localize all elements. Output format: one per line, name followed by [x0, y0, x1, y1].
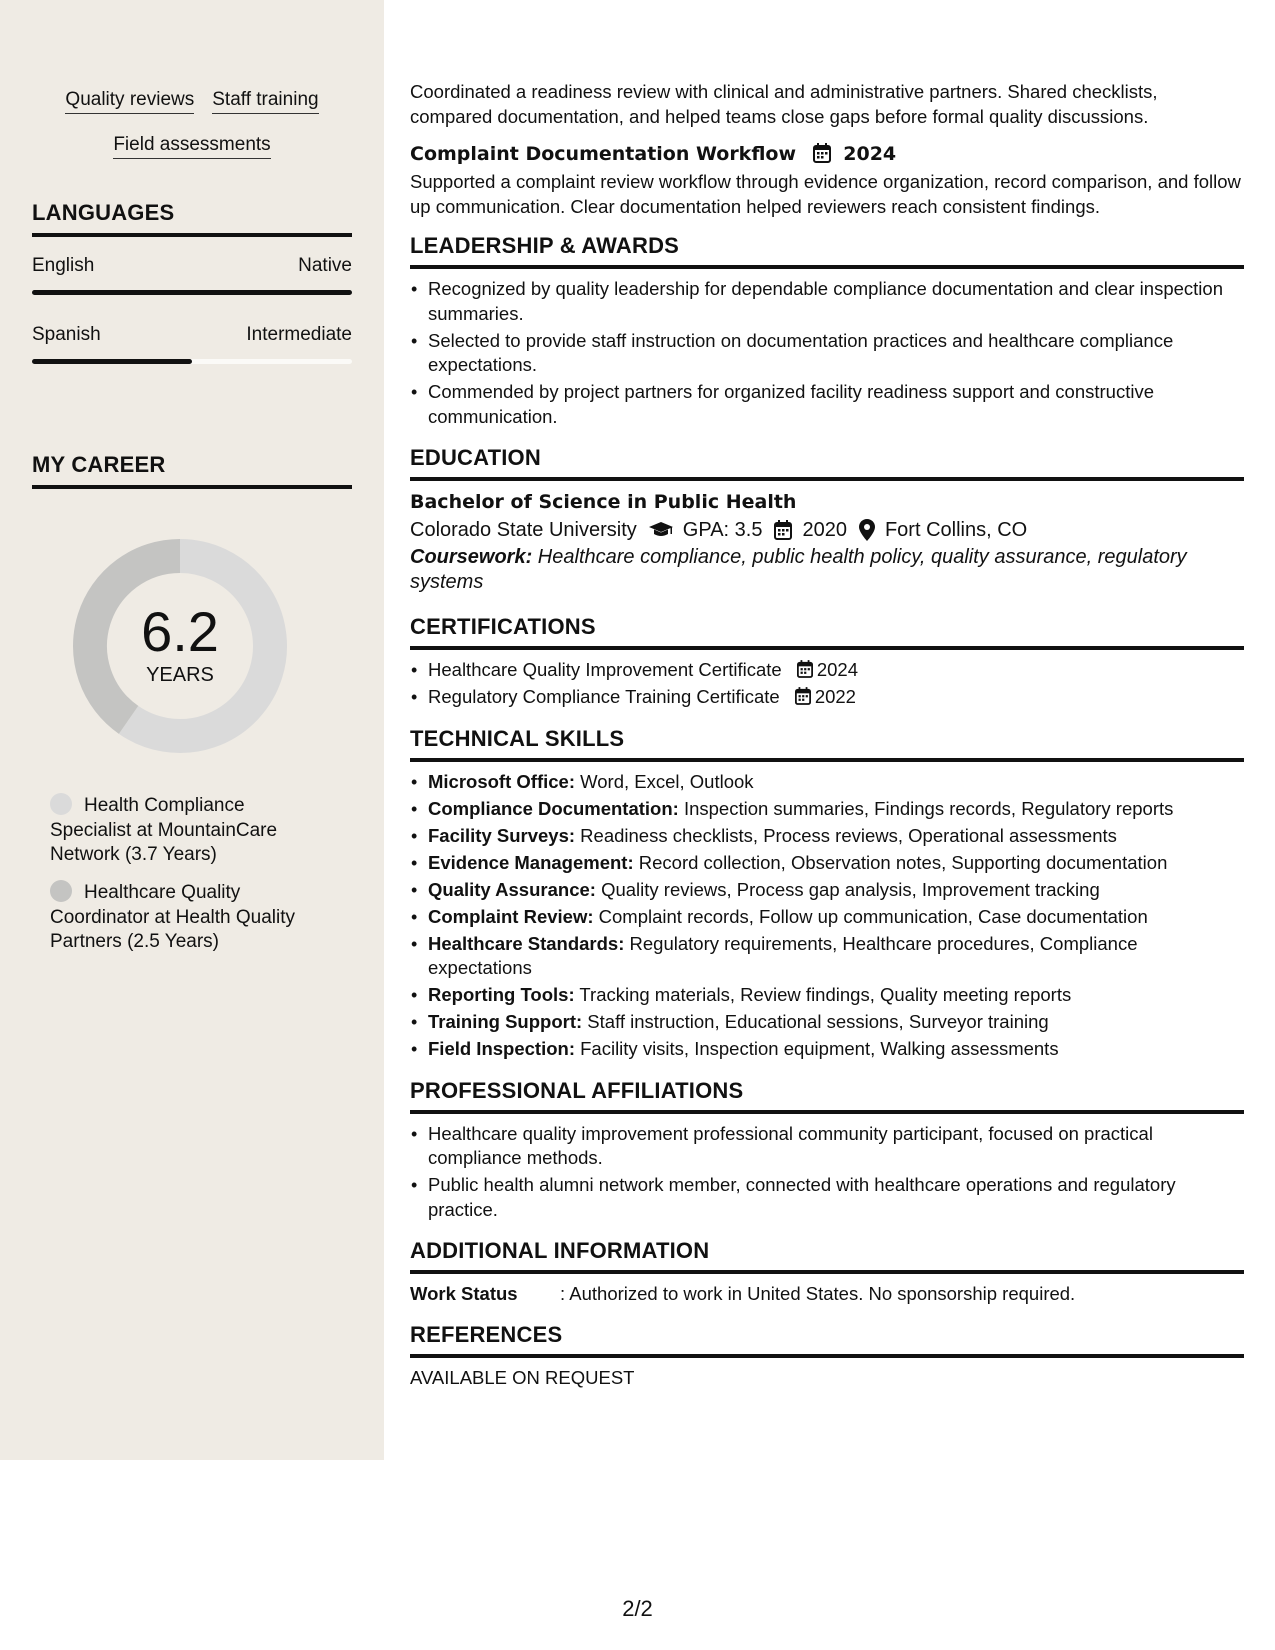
- project-intro-text: Coordinated a readiness review with clinical and administrative partners. Shared checklists, compared documentation, and helped teams close gaps before formal quality discussions.: [410, 81, 1158, 127]
- skill-text: Readiness checklists, Process reviews, Operational assessments: [575, 824, 1117, 846]
- education-details: [410, 515, 1244, 545]
- skill-text: Facility visits, Inspection equipment, Walking assessments: [574, 1038, 1059, 1059]
- list-item: [410, 797, 1244, 822]
- work-status-row: [410, 1282, 1244, 1306]
- project-title: Complaint Documentation Workflow: [410, 143, 797, 165]
- list-item: [410, 932, 1244, 981]
- list-item: • Healthcare quality improvement professional community participant, focused on practical compliance methods.: [410, 1122, 1244, 1171]
- certificate-name: Healthcare Quality Improvement Certificate: [428, 659, 782, 680]
- skill-tags: [32, 88, 352, 178]
- references-text: AVAILABLE ON REQUEST: [410, 1367, 635, 1388]
- project-year: 2024: [843, 143, 897, 165]
- skill-label: Evidence Management:: [428, 851, 634, 873]
- career-donut: [64, 530, 296, 762]
- calendar-icon: [795, 687, 811, 705]
- degree-title: Bachelor of Science in Public Health: [410, 491, 797, 513]
- skill-label: Field Inspection:: [428, 1038, 575, 1059]
- career-item-text: Healthcare Quality Coordinator at Health Quality Partners (2.5 Years): [50, 882, 296, 952]
- list-item: • Recognized by quality leadership for dependable compliance documentation and clear inspection summaries.: [410, 277, 1244, 326]
- tag-field-assessments: Field assessments: [113, 133, 270, 159]
- calendar-icon: [774, 520, 792, 540]
- skill-text: Inspection summaries, Findings records, Regulatory reports: [678, 797, 1174, 819]
- calendar-icon: [797, 660, 813, 678]
- leadership-heading: LEADERSHIP & AWARDS: [410, 233, 1244, 269]
- list-item: [410, 685, 1244, 710]
- legend-dot: [50, 880, 72, 902]
- career-item: [50, 793, 310, 868]
- language-spanish: [32, 323, 352, 364]
- skills-heading: TECHNICAL SKILLS: [410, 726, 1244, 762]
- location-pin-icon: [859, 519, 875, 541]
- list-item: • Selected to provide staff instruction on documentation practices and healthcare compliance expectations.: [410, 329, 1244, 378]
- list-item: • Public health alumni network member, connected with healthcare operations and regulatory practice.: [410, 1173, 1244, 1222]
- language-bar: [32, 359, 352, 364]
- career-unit: YEARS: [146, 664, 214, 686]
- languages-heading: LANGUAGES: [32, 200, 352, 237]
- coursework-label: Coursework:: [410, 546, 533, 568]
- certificate-name: Regulatory Compliance Training Certificate: [428, 686, 780, 707]
- list-item: [410, 658, 1244, 683]
- language-bar-fill: [32, 359, 192, 364]
- legend-dot: [50, 793, 72, 815]
- list-item: • Commended by project partners for organized facility readiness support and constructive communication.: [410, 380, 1244, 429]
- skill-label: Complaint Review:: [428, 905, 594, 927]
- tag-staff-training: Staff training: [212, 88, 318, 114]
- career-item: [50, 880, 310, 955]
- language-bar-fill: [32, 290, 352, 295]
- list-item: [410, 983, 1244, 1008]
- skill-text: Tracking materials, Review findings, Quality meeting reports: [574, 984, 1072, 1005]
- skills-list: [410, 770, 1244, 1062]
- certificate-year: 2022: [814, 686, 856, 707]
- project-description: Supported a complaint review workflow through evidence organization, record comparison, and follow up communication. Clear documentation helped reviewers reach consistent findings.: [410, 171, 1241, 217]
- graduation-year: 2020: [802, 519, 847, 541]
- language-level: Native: [298, 255, 352, 276]
- language-level: Intermediate: [246, 324, 352, 345]
- project-title-line: [410, 141, 1244, 167]
- school-location: Fort Collins, CO: [884, 519, 1028, 541]
- references-heading: REFERENCES: [410, 1322, 1244, 1358]
- skill-label: Healthcare Standards:: [428, 932, 625, 954]
- certifications-list: [410, 658, 1244, 710]
- language-name: English: [32, 255, 95, 276]
- language-name: Spanish: [32, 324, 101, 345]
- language-bar: [32, 290, 352, 295]
- career-item-text: Health Compliance Specialist at MountainCare Network (3.7 Years): [50, 795, 278, 865]
- certifications-heading: CERTIFICATIONS: [410, 614, 1244, 650]
- skill-text: Staff instruction, Educational sessions, Surveyor training: [582, 1011, 1049, 1032]
- skill-text: Quality reviews, Process gap analysis, Improvement tracking: [595, 878, 1100, 900]
- skill-label: Training Support:: [428, 1011, 583, 1032]
- calendar-icon: [813, 143, 831, 163]
- affiliations-heading: PROFESSIONAL AFFILIATIONS: [410, 1078, 1244, 1114]
- affiliations-list: [410, 1122, 1244, 1223]
- tag-quality-reviews: Quality reviews: [65, 88, 194, 114]
- list-item: [410, 1037, 1244, 1062]
- language-english: [32, 254, 352, 295]
- skill-label: Facility Surveys:: [428, 824, 576, 846]
- skill-label: Reporting Tools:: [428, 984, 575, 1005]
- graduation-cap-icon: [649, 521, 673, 539]
- work-status-label: Work Status: [410, 1283, 518, 1304]
- work-status-value: : Authorized to work in United States. No sponsorship required.: [560, 1283, 1076, 1304]
- leadership-list: [410, 277, 1244, 429]
- skill-label: Quality Assurance:: [428, 878, 596, 900]
- list-item: [410, 770, 1244, 795]
- list-item: [410, 878, 1244, 903]
- skill-label: Compliance Documentation:: [428, 797, 679, 819]
- coursework: [410, 545, 1244, 594]
- additional-info-heading: ADDITIONAL INFORMATION: [410, 1238, 1244, 1274]
- list-item: [410, 851, 1244, 876]
- certificate-year: 2024: [816, 659, 858, 680]
- sidebar: [0, 0, 384, 1460]
- career-heading: MY CAREER: [32, 452, 352, 489]
- gpa: GPA: 3.5: [682, 519, 763, 541]
- skill-text: Record collection, Observation notes, Supporting documentation: [633, 851, 1168, 873]
- skill-text: Word, Excel, Outlook: [574, 770, 754, 792]
- career-total: 6.2: [141, 600, 219, 663]
- list-item: [410, 905, 1244, 930]
- skill-text: Regulatory requirements, Healthcare procedures, Compliance expectations: [428, 932, 1138, 978]
- skill-label: Microsoft Office:: [428, 770, 575, 792]
- education-heading: EDUCATION: [410, 445, 1244, 481]
- page-number: 2/2: [622, 1596, 653, 1621]
- skill-text: Complaint records, Follow up communication, Case documentation: [593, 905, 1148, 927]
- school-name: Colorado State University: [410, 519, 637, 541]
- main-content: [410, 0, 1244, 1391]
- list-item: [410, 1010, 1244, 1035]
- coursework-text: Healthcare compliance, public health policy, quality assurance, regulatory systems: [410, 546, 1187, 593]
- list-item: [410, 824, 1244, 849]
